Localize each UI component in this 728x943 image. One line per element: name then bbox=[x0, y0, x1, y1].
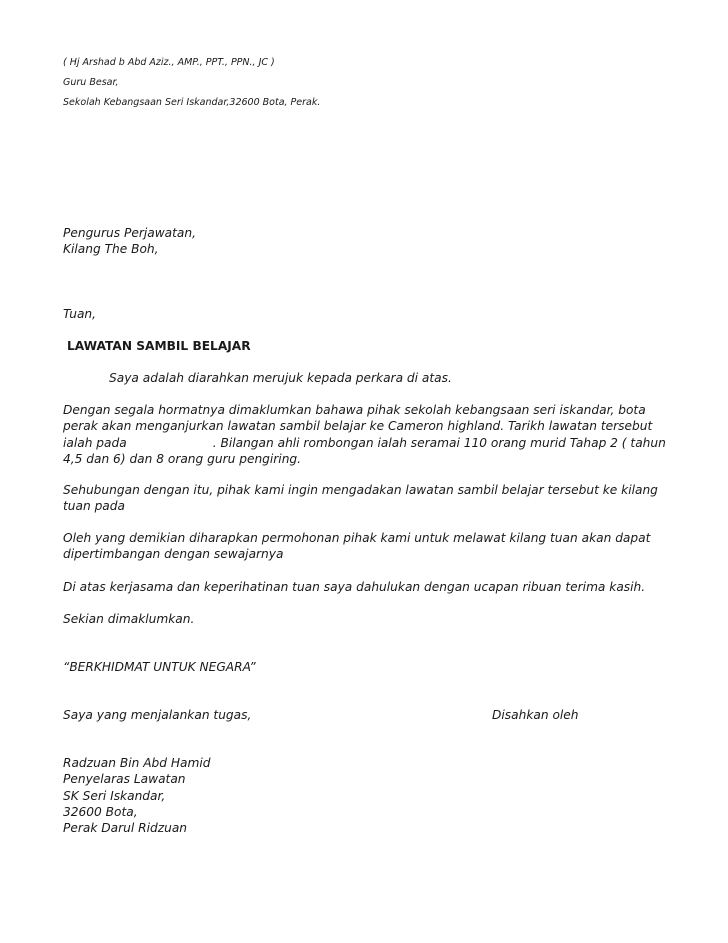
salutation bbox=[63, 306, 687, 322]
recipient-line-2: Kilang The Boh, bbox=[63, 242, 159, 257]
paragraph-4-line-2: dipertimbangan dengan sewajarnya bbox=[63, 547, 284, 562]
sender-block bbox=[63, 53, 320, 113]
recipient-block bbox=[63, 225, 687, 258]
subject-heading bbox=[67, 338, 691, 354]
signatory-role: Penyelaras Lawatan bbox=[63, 772, 186, 787]
paragraph-3-line-1: Sehubungan dengan itu, pihak kami ingin mengadakan lawatan sambil belajar tersebut ke kilang bbox=[63, 483, 658, 497]
signatory-state: Perak Darul Ridzuan bbox=[63, 821, 188, 836]
salutation-text: Tuan, bbox=[63, 307, 97, 321]
sign-right-text: Disahkan oleh bbox=[492, 708, 579, 722]
motto bbox=[63, 659, 687, 675]
sign-left-text: Saya yang menjalankan tugas, bbox=[63, 708, 252, 722]
closing-text: Sekian dimaklumkan. bbox=[63, 612, 195, 626]
paragraph-2-line-3a: ialah pada bbox=[63, 435, 127, 450]
recipient-line-1: Pengurus Perjawatan, bbox=[63, 226, 196, 240]
sender-position: Guru Besar, bbox=[63, 77, 119, 88]
paragraph-5 bbox=[63, 579, 687, 595]
signatory-postcode: 32600 Bota, bbox=[63, 804, 138, 819]
paragraph-4-line-1: Oleh yang demikian diharapkan permohonan pihak kami untuk melawat kilang tuan akan dapat bbox=[63, 531, 651, 545]
paragraph-1-text: Saya adalah diarahkan merujuk kepada perkara di atas. bbox=[109, 371, 452, 385]
paragraph-3-line-2: tuan pada bbox=[63, 499, 125, 514]
closing bbox=[63, 611, 687, 627]
signatory-block bbox=[63, 755, 687, 836]
paragraph-2-line-3 bbox=[63, 435, 687, 451]
signatory-name: Radzuan Bin Abd Hamid bbox=[63, 756, 211, 770]
paragraph-2-line-3b: . Bilangan ahli rombongan ialah seramai 110 orang murid Tahap 2 ( tahun bbox=[212, 435, 666, 450]
paragraph-4 bbox=[63, 530, 687, 563]
signature-row bbox=[63, 707, 687, 723]
paragraph-5-text: Di atas kerjasama dan keperihatinan tuan saya dahulukan dengan ucapan ribuan terima kasih. bbox=[63, 580, 646, 594]
paragraph-1 bbox=[63, 370, 687, 386]
subject-text: LAWATAN SAMBIL BELAJAR bbox=[67, 339, 251, 353]
paragraph-2-line-1: Dengan segala hormatnya dimaklumkan bahawa pihak sekolah kebangsaan seri iskandar, bota bbox=[63, 403, 646, 417]
paragraph-2-line-4: 4,5 dan 6) dan 8 orang guru pengiring. bbox=[63, 451, 302, 466]
sender-name: ( Hj Arshad b Abd Aziz., AMP., PPT., PPN., JC ) bbox=[63, 57, 275, 68]
paragraph-2-line-2: perak akan menganjurkan lawatan sambil belajar ke Cameron highland. Tarikh lawatan tersebut bbox=[63, 419, 653, 434]
signatory-school: SK Seri Iskandar, bbox=[63, 788, 166, 803]
paragraph-2 bbox=[63, 402, 687, 467]
motto-text: “BERKHIDMAT UNTUK NEGARA” bbox=[63, 660, 256, 674]
sender-address: Sekolah Kebangsaan Seri Iskandar,32600 Bota, Perak. bbox=[63, 97, 321, 108]
paragraph-3 bbox=[63, 482, 687, 515]
